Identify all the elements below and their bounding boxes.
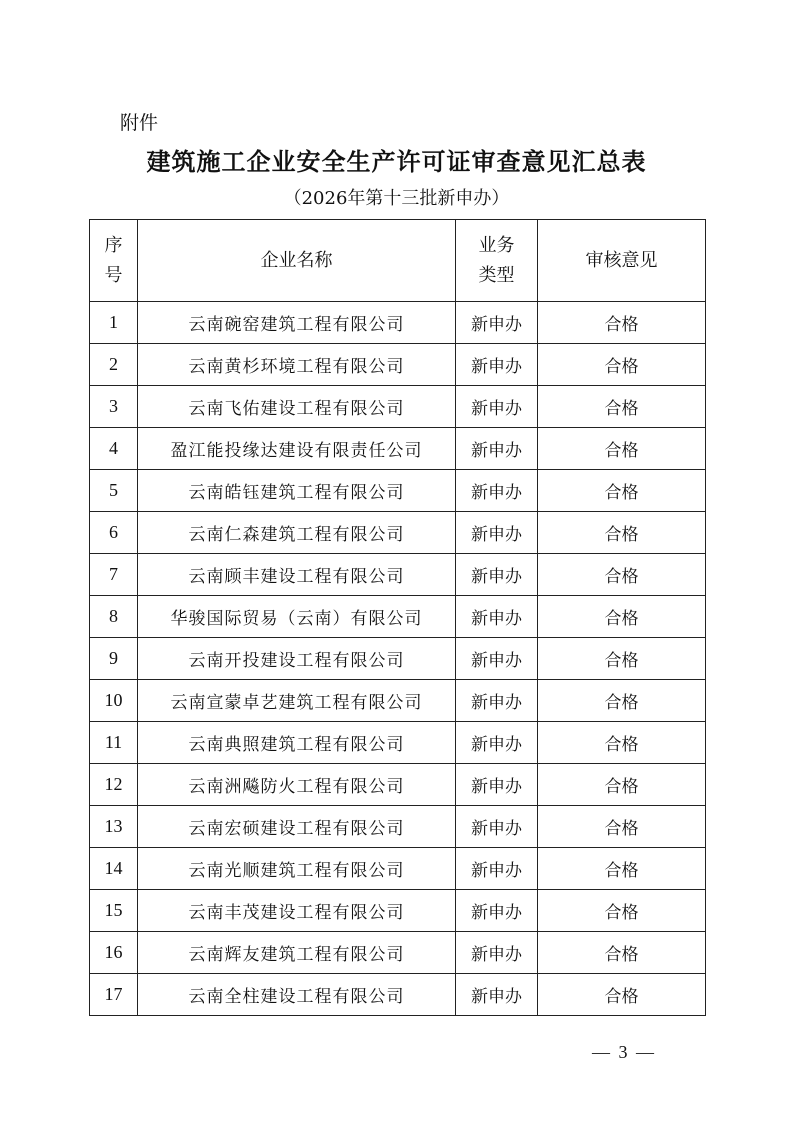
cell-serial-number: 15 (90, 890, 138, 932)
cell-business-type: 新申办 (456, 806, 538, 848)
cell-review-opinion: 合格 (538, 680, 706, 722)
cell-review-opinion: 合格 (538, 806, 706, 848)
table-row (90, 806, 706, 848)
cell-review-opinion: 合格 (538, 848, 706, 890)
cell-company-name: 云南飞佑建设工程有限公司 (138, 386, 456, 428)
cell-serial-number: 2 (90, 344, 138, 386)
table-row (90, 386, 706, 428)
table-row (90, 764, 706, 806)
cell-review-opinion: 合格 (538, 470, 706, 512)
cell-company-name: 华骏国际贸易（云南）有限公司 (138, 596, 456, 638)
cell-serial-number: 12 (90, 764, 138, 806)
table-row (90, 722, 706, 764)
header-serial-number (90, 220, 138, 302)
table-row (90, 344, 706, 386)
cell-review-opinion: 合格 (538, 890, 706, 932)
cell-company-name: 云南开投建设工程有限公司 (138, 638, 456, 680)
cell-company-name: 云南碗窑建筑工程有限公司 (138, 302, 456, 344)
cell-company-name: 云南洲飚防火工程有限公司 (138, 764, 456, 806)
cell-company-name: 云南宏硕建设工程有限公司 (138, 806, 456, 848)
cell-company-name: 云南宣蒙卓艺建筑工程有限公司 (138, 680, 456, 722)
cell-company-name: 云南全柱建设工程有限公司 (138, 974, 456, 1016)
page-subtitle: （2026年第十三批新申办） (283, 188, 510, 209)
header-type-line1: 业务 (478, 234, 515, 256)
cell-serial-number: 1 (90, 302, 138, 344)
header-review-opinion: 审核意见 (538, 220, 706, 302)
attachment-label: 附件 (120, 112, 159, 134)
table-row (90, 848, 706, 890)
cell-business-type: 新申办 (456, 344, 538, 386)
cell-serial-number: 3 (90, 386, 138, 428)
cell-review-opinion: 合格 (538, 512, 706, 554)
cell-business-type: 新申办 (456, 890, 538, 932)
cell-serial-number: 8 (90, 596, 138, 638)
page-title: 建筑施工企业安全生产许可证审查意见汇总表 (146, 147, 647, 176)
cell-serial-number: 6 (90, 512, 138, 554)
cell-review-opinion: 合格 (538, 932, 706, 974)
cell-review-opinion: 合格 (538, 974, 706, 1016)
page-number: — 3 — (592, 1042, 656, 1062)
header-serial-line2: 号 (104, 264, 123, 286)
cell-business-type: 新申办 (456, 722, 538, 764)
table-row (90, 302, 706, 344)
cell-company-name: 云南辉友建筑工程有限公司 (138, 932, 456, 974)
cell-serial-number: 11 (90, 722, 138, 764)
table-body (90, 302, 706, 1016)
header-business-type (456, 220, 538, 302)
table-header-row (90, 220, 706, 302)
cell-company-name: 云南丰茂建设工程有限公司 (138, 890, 456, 932)
cell-company-name: 云南光顺建筑工程有限公司 (138, 848, 456, 890)
summary-table (89, 219, 706, 1016)
table-row (90, 680, 706, 722)
cell-business-type: 新申办 (456, 680, 538, 722)
cell-serial-number: 13 (90, 806, 138, 848)
cell-serial-number: 14 (90, 848, 138, 890)
cell-review-opinion: 合格 (538, 386, 706, 428)
cell-company-name: 云南仁森建筑工程有限公司 (138, 512, 456, 554)
cell-company-name: 云南皓钰建筑工程有限公司 (138, 470, 456, 512)
table-row (90, 470, 706, 512)
cell-company-name: 盈江能投缘达建设有限责任公司 (138, 428, 456, 470)
cell-review-opinion: 合格 (538, 722, 706, 764)
cell-business-type: 新申办 (456, 512, 538, 554)
cell-review-opinion: 合格 (538, 554, 706, 596)
table-row (90, 932, 706, 974)
table-row (90, 512, 706, 554)
cell-business-type: 新申办 (456, 554, 538, 596)
table-row (90, 596, 706, 638)
cell-business-type: 新申办 (456, 302, 538, 344)
header-company-name: 企业名称 (138, 220, 456, 302)
cell-business-type: 新申办 (456, 764, 538, 806)
cell-serial-number: 5 (90, 470, 138, 512)
cell-review-opinion: 合格 (538, 764, 706, 806)
cell-serial-number: 9 (90, 638, 138, 680)
cell-review-opinion: 合格 (538, 428, 706, 470)
cell-serial-number: 16 (90, 932, 138, 974)
table-row (90, 638, 706, 680)
cell-serial-number: 17 (90, 974, 138, 1016)
cell-business-type: 新申办 (456, 428, 538, 470)
cell-serial-number: 10 (90, 680, 138, 722)
table-row (90, 890, 706, 932)
table-row (90, 428, 706, 470)
header-type-line2: 类型 (478, 264, 515, 286)
cell-review-opinion: 合格 (538, 596, 706, 638)
cell-company-name: 云南典照建筑工程有限公司 (138, 722, 456, 764)
cell-company-name: 云南黄杉环境工程有限公司 (138, 344, 456, 386)
cell-serial-number: 4 (90, 428, 138, 470)
cell-review-opinion: 合格 (538, 638, 706, 680)
cell-business-type: 新申办 (456, 386, 538, 428)
table-row (90, 554, 706, 596)
cell-review-opinion: 合格 (538, 344, 706, 386)
cell-serial-number: 7 (90, 554, 138, 596)
cell-business-type: 新申办 (456, 470, 538, 512)
table-row (90, 974, 706, 1016)
cell-business-type: 新申办 (456, 848, 538, 890)
cell-business-type: 新申办 (456, 638, 538, 680)
cell-company-name: 云南顾丰建设工程有限公司 (138, 554, 456, 596)
header-serial-line1: 序 (104, 234, 123, 256)
cell-business-type: 新申办 (456, 596, 538, 638)
cell-business-type: 新申办 (456, 932, 538, 974)
cell-business-type: 新申办 (456, 974, 538, 1016)
cell-review-opinion: 合格 (538, 302, 706, 344)
